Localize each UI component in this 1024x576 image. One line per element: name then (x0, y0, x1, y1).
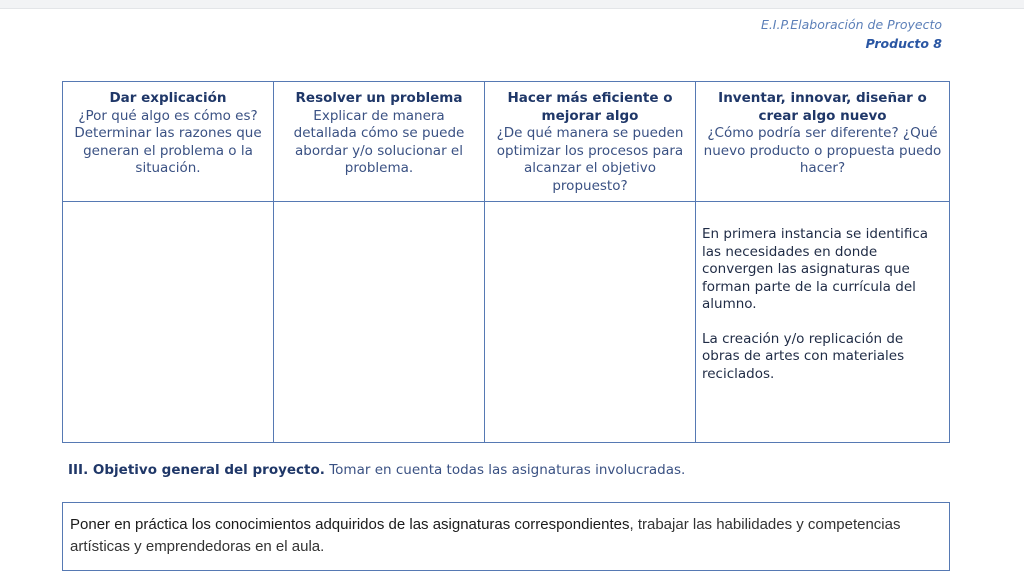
product-label: Producto 8 (865, 36, 942, 51)
content-paragraph: En primera instancia se identifica las necesidades en donde convergen las asignaturas que forman parte de la currícula del alumno. (702, 226, 929, 312)
table-cell-empty-2 (274, 202, 485, 442)
column-header-description: ¿Por qué algo es cómo es? Determinar las razones que generan el problema o la situación. (74, 107, 262, 176)
column-header-description: ¿De qué manera se pueden optimizar los procesos para alcanzar el objetivo propuesto? (496, 125, 684, 194)
column-header-description: ¿Cómo podría ser diferente? ¿Qué nuevo producto o propuesta puedo hacer? (703, 125, 942, 176)
column-header-title: Hacer más eficiente o mejorar algo (507, 90, 673, 124)
column-header-2 (274, 82, 485, 202)
column-header-3 (485, 82, 696, 202)
project-table (62, 81, 950, 443)
objective-box-text-part1: Poner en práctica los conocimientos adquiridos de las asignaturas correspondientes (70, 516, 630, 533)
table-cell-empty-1 (63, 202, 274, 442)
column-header-title: Inventar, innovar, diseñar o crear algo nuevo (718, 90, 927, 124)
objective-text: Tomar en cuenta todas las asignaturas involucradas. (329, 462, 686, 478)
table-cell-content (696, 202, 949, 442)
content-paragraph: La creación y/o replicación de obras de artes con materiales reciclados. (702, 330, 905, 382)
document-title: E.I.P.Elaboración de Proyecto (760, 17, 942, 32)
column-header-4 (696, 82, 949, 202)
column-header-description: Explicar de manera detallada cómo se puede abordar y/o solucionar el problema. (293, 107, 465, 176)
document-header (761, 16, 942, 54)
column-header-title: Dar explicación (109, 90, 227, 106)
table-cell-empty-3 (485, 202, 696, 442)
column-header-title: Resolver un problema (295, 90, 463, 106)
objective-box-text-part2: , trabajar las habilidades y competencias artísticas y emprendedoras en el aula. (70, 516, 901, 555)
objective-label: III. Objetivo general del proyecto. (68, 462, 325, 478)
column-header-1 (63, 82, 274, 202)
top-strip (0, 0, 1024, 9)
objective-box (62, 502, 950, 571)
objective-line (68, 462, 685, 478)
